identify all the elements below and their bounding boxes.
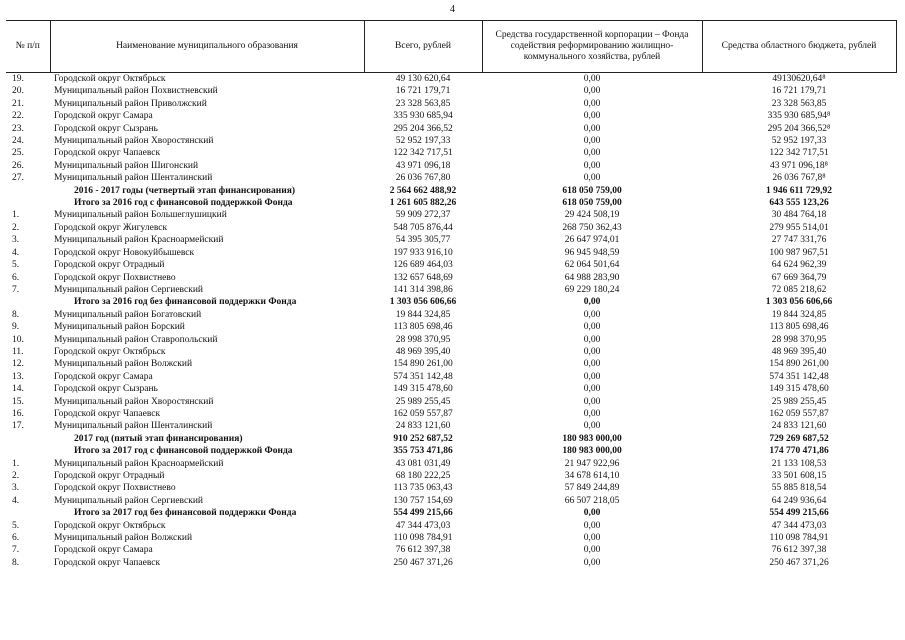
row-fund: 0,00 — [583, 346, 601, 357]
row-regional: 154 890 261,00 — [769, 359, 829, 370]
row-regional: 100 987 967,51 — [769, 247, 829, 258]
row-name: Городской округ Чапаевск — [54, 557, 161, 568]
table-row — [6, 334, 896, 346]
table-subtotal-row — [6, 296, 896, 308]
row-total: 355 753 471,86 — [393, 446, 453, 457]
row-regional: 48 969 395,40 — [771, 346, 827, 357]
row-number: 2. — [12, 222, 20, 233]
row-total: 141 314 398,86 — [393, 284, 453, 295]
row-regional: 76 612 397,38 — [771, 545, 827, 556]
row-number: 1. — [12, 458, 20, 469]
row-fund: 96 945 948,59 — [564, 247, 620, 258]
row-regional: 250 467 371,26 — [769, 557, 829, 568]
row-name: Городской округ Похвистнево — [54, 272, 176, 283]
row-fund: 0,00 — [583, 297, 601, 308]
row-name: Муниципальный район Богатовский — [54, 309, 202, 320]
table-body — [6, 73, 896, 570]
row-total: 162 059 557,87 — [393, 408, 453, 419]
row-regional: 43 971 096,18⁸ — [770, 160, 828, 171]
row-total: 26 036 767,80 — [395, 173, 451, 184]
row-fund: 0,00 — [583, 508, 601, 519]
row-number: 10. — [12, 334, 24, 345]
row-fund: 29 424 508,19 — [564, 210, 620, 221]
row-number: 15. — [12, 396, 24, 407]
row-fund: 57 849 244,89 — [564, 483, 620, 494]
header-num: № п/п — [6, 21, 50, 73]
row-fund: 0,00 — [583, 322, 601, 333]
row-number: 3. — [12, 483, 20, 494]
row-total: 24 833 121,60 — [395, 421, 451, 432]
table-row — [6, 73, 896, 86]
row-name: Муниципальный район Волжский — [54, 359, 193, 370]
row-total: 122 342 717,51 — [393, 148, 453, 159]
row-name: Муниципальный район Сергиевский — [54, 284, 203, 295]
row-regional: 47 344 473,03 — [771, 520, 827, 531]
row-fund: 0,00 — [583, 545, 601, 556]
row-fund: 0,00 — [583, 160, 601, 171]
row-regional: 295 204 366,52⁸ — [767, 123, 831, 134]
row-total: 54 395 305,77 — [395, 235, 451, 246]
row-name: Итого за 2017 год без финансовой поддержки Фонда — [74, 508, 297, 519]
row-name: Муниципальный район Красноармейский — [54, 458, 224, 469]
table-header — [6, 21, 896, 73]
row-fund: 0,00 — [583, 86, 601, 97]
row-regional: 335 930 685,94⁸ — [767, 111, 831, 122]
row-fund: 0,00 — [583, 98, 601, 109]
table-row — [6, 222, 896, 234]
row-fund: 268 750 362,43 — [562, 222, 622, 233]
row-name: Итого за 2017 год с финансовой поддержкой Фонда — [74, 446, 293, 457]
row-number: 6. — [12, 533, 20, 544]
row-fund: 0,00 — [583, 334, 601, 345]
table-subtotal-row — [6, 445, 896, 457]
table-row — [6, 309, 896, 321]
row-fund: 21 947 922,96 — [564, 458, 620, 469]
row-fund: 0,00 — [583, 520, 601, 531]
row-total: 554 499 215,66 — [393, 508, 453, 519]
row-regional: 72 085 218,62 — [771, 284, 827, 295]
row-fund: 0,00 — [583, 359, 601, 370]
row-regional: 19 844 324,85 — [771, 309, 827, 320]
row-total: 130 757 154,69 — [393, 495, 453, 506]
row-number: 5. — [12, 520, 20, 531]
table-row — [6, 247, 896, 259]
row-regional: 52 952 197,33 — [771, 136, 827, 147]
row-number: 21. — [12, 98, 24, 109]
row-fund: 0,00 — [583, 74, 601, 84]
row-total: 43 971 096,18 — [395, 160, 451, 171]
row-total: 132 657 648,69 — [393, 272, 453, 283]
table-row — [6, 358, 896, 370]
row-regional: 49130620,64⁸ — [772, 74, 826, 84]
row-name: Городской округ Сызрань — [54, 123, 158, 134]
row-number: 12. — [12, 359, 24, 370]
row-number: 24. — [12, 136, 24, 147]
row-name: Муниципальный район Волжский — [54, 533, 193, 544]
table-row — [6, 408, 896, 420]
financing-table — [6, 20, 897, 569]
row-regional: 729 269 687,52 — [769, 433, 829, 444]
row-fund: 0,00 — [583, 384, 601, 395]
row-total: 68 180 222,25 — [395, 471, 451, 481]
row-number: 5. — [12, 260, 20, 271]
row-number: 19. — [12, 74, 24, 84]
row-fund: 69 229 180,24 — [564, 284, 620, 295]
row-regional: 174 770 471,86 — [769, 446, 829, 457]
header-total: Всего, рублей — [364, 21, 482, 73]
row-number: 16. — [12, 408, 24, 419]
table-subtotal-row — [6, 197, 896, 209]
table-row — [6, 284, 896, 296]
row-fund: 26 647 974,01 — [564, 235, 620, 246]
row-name: Городской округ Самара — [54, 111, 153, 122]
row-name: Городской округ Похвистнево — [54, 483, 176, 494]
row-total: 113 735 063,43 — [393, 483, 453, 494]
row-name: Городской округ Октябрьск — [54, 520, 166, 531]
row-regional: 574 351 142,48 — [769, 371, 829, 382]
row-fund: 0,00 — [583, 408, 601, 419]
table-subtotal-row — [6, 507, 896, 519]
row-name: Муниципальный район Ставропольский — [54, 334, 218, 345]
row-total: 548 705 876,44 — [393, 222, 453, 233]
row-name: Городской округ Октябрьск — [54, 346, 166, 357]
row-number: 2. — [12, 471, 20, 481]
row-name: Городской округ Самара — [54, 545, 153, 556]
table-row — [6, 135, 896, 147]
row-total: 1 303 056 606,66 — [389, 297, 457, 308]
row-fund: 64 988 283,90 — [564, 272, 620, 283]
table-row — [6, 420, 896, 432]
table-row — [6, 520, 896, 532]
table-row — [6, 346, 896, 358]
table-row — [6, 470, 896, 482]
row-fund: 0,00 — [583, 421, 601, 432]
row-regional: 24 833 121,60 — [771, 421, 827, 432]
row-regional: 27 747 331,76 — [771, 235, 827, 246]
row-name: Городской округ Самара — [54, 371, 153, 382]
header-regional: Средства областного бюджета, рублей — [702, 21, 896, 73]
table-row — [6, 532, 896, 544]
row-regional: 33 501 608,15 — [771, 471, 827, 481]
row-name: Муниципальный район Большеглушицкий — [54, 210, 227, 221]
row-regional: 1 946 611 729,92 — [766, 185, 832, 196]
row-regional: 16 721 179,71 — [771, 86, 827, 97]
row-number: 20. — [12, 86, 24, 97]
row-number: 17. — [12, 421, 24, 432]
row-total: 16 721 179,71 — [395, 86, 451, 97]
row-number: 13. — [12, 371, 24, 382]
table-row — [6, 482, 896, 494]
row-total: 28 998 370,95 — [395, 334, 451, 345]
row-number: 25. — [12, 148, 24, 159]
row-name: Муниципальный район Хворостянский — [54, 136, 214, 147]
row-fund: 618 050 759,00 — [562, 198, 622, 209]
row-total: 126 689 464,03 — [393, 260, 453, 271]
row-total: 113 805 698,46 — [393, 322, 453, 333]
row-regional: 25 989 255,45 — [771, 396, 827, 407]
row-regional: 113 805 698,46 — [769, 322, 829, 333]
row-regional: 162 059 557,87 — [769, 408, 829, 419]
row-name: Итого за 2016 год с финансовой поддержкой Фонда — [74, 198, 293, 209]
row-number — [6, 433, 50, 445]
row-regional: 643 555 123,26 — [769, 198, 829, 209]
row-fund: 0,00 — [583, 309, 601, 320]
row-name: 2017 год (пятый этап финансирования) — [74, 433, 243, 444]
row-name: Муниципальный район Сергиевский — [54, 495, 203, 506]
row-fund: 0,00 — [583, 557, 601, 568]
table-row — [6, 110, 896, 122]
table-row — [6, 544, 896, 556]
row-number: 14. — [12, 384, 24, 395]
row-total: 52 952 197,33 — [395, 136, 451, 147]
row-total: 59 909 272,37 — [395, 210, 451, 221]
table-row — [6, 495, 896, 507]
row-fund: 0,00 — [583, 111, 601, 122]
table-subtotal-row — [6, 433, 896, 445]
table-row — [6, 234, 896, 246]
row-fund: 0,00 — [583, 148, 601, 159]
table-subtotal-row — [6, 185, 896, 197]
row-name: Городской округ Чапаевск — [54, 408, 161, 419]
row-total: 1 261 605 882,26 — [389, 198, 457, 209]
row-fund: 618 050 759,00 — [562, 185, 622, 196]
row-total: 154 890 261,00 — [393, 359, 453, 370]
row-number: 6. — [12, 272, 20, 283]
row-regional: 21 133 108,53 — [771, 458, 827, 469]
row-fund: 180 983 000,00 — [562, 433, 622, 444]
row-number — [6, 445, 50, 457]
table-row — [6, 147, 896, 159]
row-name: Муниципальный район Приволжский — [54, 98, 207, 109]
header-name: Наименование муниципального образования — [50, 21, 364, 73]
row-total: 47 344 473,03 — [395, 520, 451, 531]
row-name: Муниципальный район Похвистневский — [54, 86, 218, 97]
row-number: 4. — [12, 247, 20, 258]
table-row — [6, 321, 896, 333]
row-name: Городской округ Сызрань — [54, 384, 158, 395]
table-row — [6, 85, 896, 97]
row-total: 49 130 620,64 — [395, 74, 451, 84]
row-name: 2016 - 2017 годы (четвертый этап финансирования) — [74, 185, 296, 196]
row-fund: 0,00 — [583, 533, 601, 544]
row-regional: 64 249 936,64 — [771, 495, 827, 506]
row-total: 48 969 395,40 — [395, 346, 451, 357]
row-fund: 34 678 614,10 — [564, 471, 620, 481]
table-row — [6, 396, 896, 408]
row-name: Городской округ Жигулевск — [54, 222, 168, 233]
row-number — [6, 197, 50, 209]
row-name: Муниципальный район Шигонский — [54, 160, 199, 171]
row-regional: 30 484 764,18 — [771, 210, 827, 221]
row-total: 335 930 685,94 — [393, 111, 453, 122]
row-regional: 55 885 818,54 — [771, 483, 827, 494]
row-fund: 0,00 — [583, 173, 601, 184]
row-regional: 122 342 717,51 — [769, 148, 829, 159]
row-regional: 1 303 056 606,66 — [765, 297, 833, 308]
table-row — [6, 172, 896, 184]
row-name: Городской округ Отрадный — [54, 471, 165, 481]
row-total: 250 467 371,26 — [393, 557, 453, 568]
row-number: 7. — [12, 545, 20, 556]
header-fund: Средства государственной корпорации – Фонда содействия реформированию жилищно-коммунального хозяйства, рублей — [482, 21, 702, 73]
row-fund: 0,00 — [583, 371, 601, 382]
row-number: 26. — [12, 160, 24, 171]
row-total: 197 933 916,10 — [393, 247, 453, 258]
row-fund: 0,00 — [583, 396, 601, 407]
row-number: 3. — [12, 235, 20, 246]
row-number: 8. — [12, 309, 20, 320]
row-number: 11. — [12, 346, 24, 357]
row-total: 2 564 662 488,92 — [389, 185, 457, 196]
row-regional: 64 624 962,39 — [771, 260, 827, 271]
row-number — [6, 185, 50, 197]
row-total: 25 989 255,45 — [395, 396, 451, 407]
table-row — [6, 383, 896, 395]
page-number: 4 — [450, 4, 455, 15]
table-row — [6, 458, 896, 470]
row-regional: 26 036 767,8⁸ — [772, 173, 826, 184]
row-name: Муниципальный район Борский — [54, 322, 185, 333]
row-number: 22. — [12, 111, 24, 122]
row-fund: 0,00 — [583, 136, 601, 147]
row-regional: 149 315 478,60 — [769, 384, 829, 395]
row-name: Городской округ Новокуйбышевск — [54, 247, 195, 258]
table-row — [6, 123, 896, 135]
table-row — [6, 259, 896, 271]
row-number: 9. — [12, 322, 20, 333]
row-name: Городской округ Отрадный — [54, 260, 165, 271]
table-row — [6, 371, 896, 383]
row-total: 76 612 397,38 — [395, 545, 451, 556]
row-fund: 66 507 218,05 — [564, 495, 620, 506]
row-name: Итого за 2016 год без финансовой поддержки Фонда — [74, 297, 297, 308]
row-number — [6, 296, 50, 308]
row-total: 295 204 366,52 — [393, 123, 453, 134]
row-total: 574 351 142,48 — [393, 371, 453, 382]
row-name: Городской округ Чапаевск — [54, 148, 161, 159]
row-total: 43 081 031,49 — [395, 458, 451, 469]
table-row — [6, 557, 896, 569]
row-number: 23. — [12, 123, 24, 134]
row-number: 8. — [12, 557, 20, 568]
row-number — [6, 507, 50, 519]
row-regional: 23 328 563,85 — [771, 98, 827, 109]
row-regional: 110 098 784,91 — [769, 533, 829, 544]
row-fund: 62 064 501,64 — [564, 260, 620, 271]
row-regional: 279 955 514,01 — [769, 222, 829, 233]
row-name: Муниципальный район Красноармейский — [54, 235, 224, 246]
row-name: Муниципальный район Шенталинский — [54, 173, 213, 184]
row-number: 7. — [12, 284, 20, 295]
row-number: 27. — [12, 173, 24, 184]
row-number: 4. — [12, 495, 20, 506]
row-number: 1. — [12, 210, 20, 221]
row-regional: 67 669 364,79 — [771, 272, 827, 283]
row-total: 19 844 324,85 — [395, 309, 451, 320]
row-regional: 554 499 215,66 — [769, 508, 829, 519]
row-total: 910 252 687,52 — [393, 433, 453, 444]
row-total: 149 315 478,60 — [393, 384, 453, 395]
row-name: Муниципальный район Шенталинский — [54, 421, 213, 432]
row-name: Городской округ Октябрьск — [54, 74, 166, 84]
row-total: 110 098 784,91 — [393, 533, 453, 544]
table-row — [6, 272, 896, 284]
table-row — [6, 98, 896, 110]
row-regional: 28 998 370,95 — [771, 334, 827, 345]
row-fund: 0,00 — [583, 123, 601, 134]
row-total: 23 328 563,85 — [395, 98, 451, 109]
table-row — [6, 209, 896, 221]
row-name: Муниципальный район Хворостянский — [54, 396, 214, 407]
row-fund: 180 983 000,00 — [562, 446, 622, 457]
table-row — [6, 160, 896, 172]
